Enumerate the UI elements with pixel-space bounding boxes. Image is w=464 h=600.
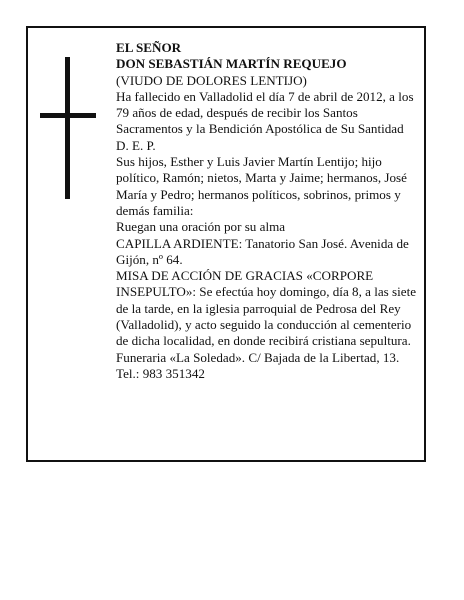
cross-vertical-bar — [65, 57, 70, 199]
notice-text — [116, 40, 421, 382]
deceased-name: DON SEBASTIÁN MARTÍN REQUEJO — [116, 56, 347, 72]
death-announcement: Ha fallecido en Valladolid el día 7 de abril de 2012, a los 79 años de edad, después de recibir los Santos Sacramentos y la Bendición Apostólica de Su Santidad — [116, 88, 414, 137]
chapel-info: CAPILLA ARDIENTE: Tanatorio San José. Avenida de Gijón, nº 64. — [116, 235, 409, 267]
mass-info: MISA DE ACCIÓN DE GRACIAS «CORPORE INSEPULTO»: Se efectúa hoy domingo, día 8, a las siete de la tarde, en la iglesia parroquial de Pedrosa del Rey (Valladolid), y acto seguido la conducción al cementerio de dicha localidad, en donde recibirá cristiana sepultura. — [116, 268, 417, 349]
rip-line: D. E. P. — [116, 137, 156, 153]
obituary-notice — [26, 26, 426, 462]
cross-icon — [40, 57, 96, 199]
funeral-home-info: Funeraria «La Soledad». C/ Bajada de la Libertad, 13. Tel.: 983 351342 — [116, 349, 400, 381]
cross-horizontal-bar — [40, 113, 96, 118]
prayer-request: Ruegan una oración por su alma — [116, 219, 286, 235]
notice-title: EL SEÑOR — [116, 40, 182, 55]
family-paragraph: Sus hijos, Esther y Luis Javier Martín Lentijo; hijo político, Ramón; nietos, Marta y Jaime; hermanos, José María y Pedro; hermanos políticos, sobrinos, primos y demás familia: — [116, 154, 407, 218]
notice-subtitle: (VIUDO DE DOLORES LENTIJO) — [116, 72, 307, 88]
